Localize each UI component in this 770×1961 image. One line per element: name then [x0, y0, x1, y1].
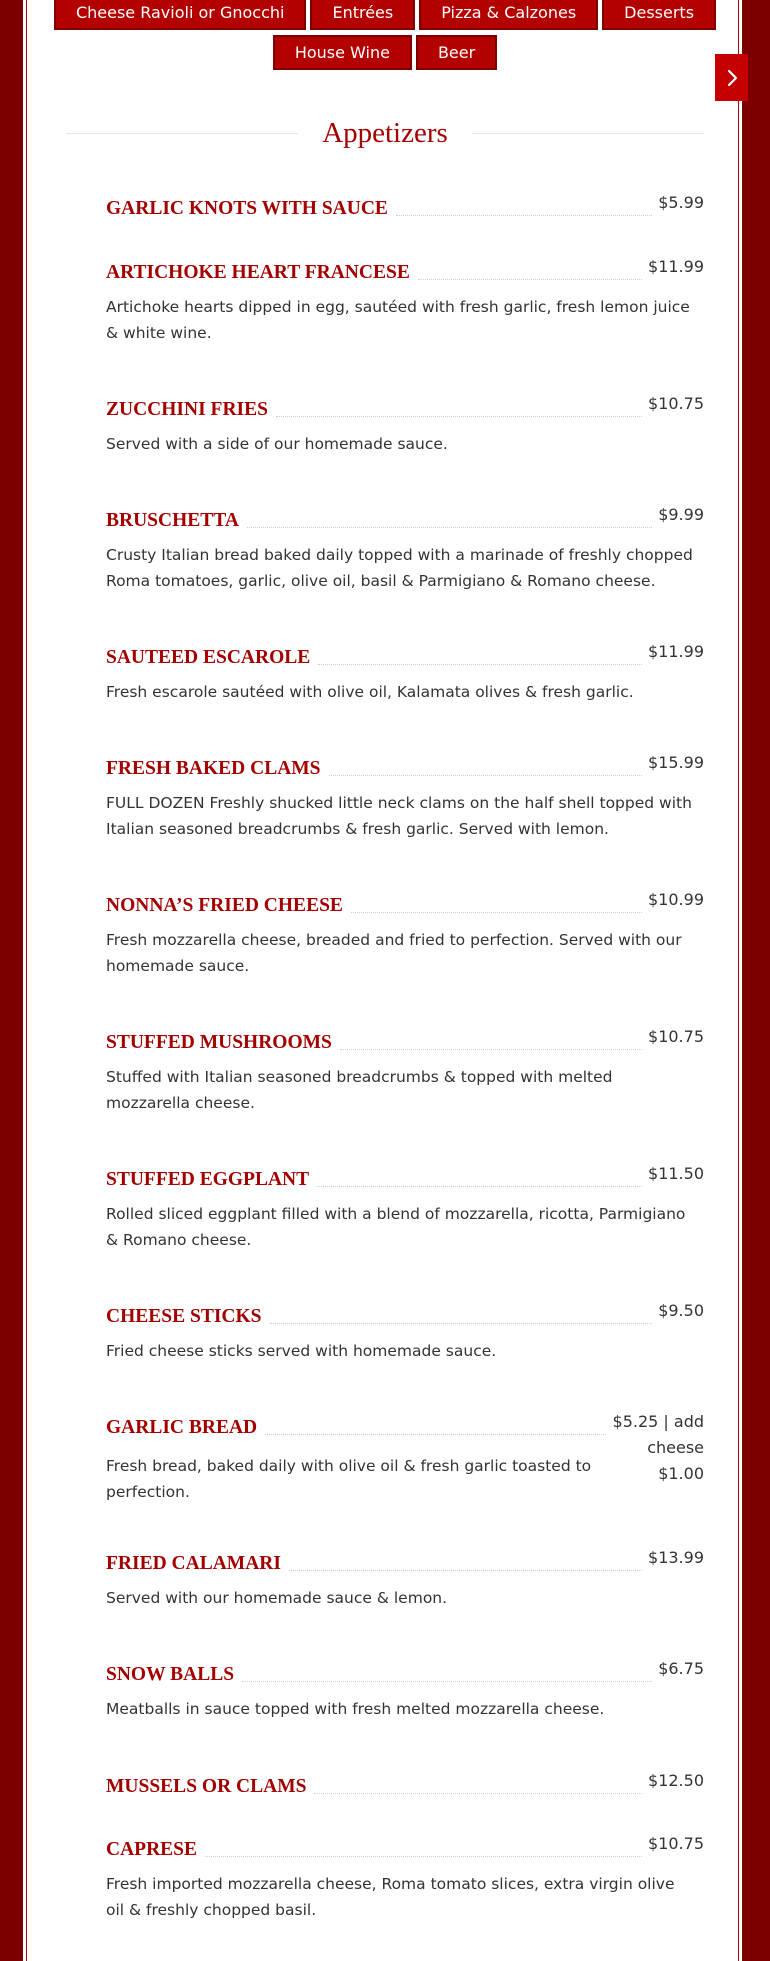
dotted-leader — [289, 1545, 642, 1571]
tab-cheese-ravioli-gnocchi[interactable]: Cheese Ravioli or Gnocchi — [54, 0, 306, 30]
dotted-leader — [242, 1656, 652, 1682]
dotted-leader — [247, 502, 652, 528]
item-description: Crusty Italian bread baked daily topped with a marinade of freshly chopped Roma tomatoes, garlic, olive oil, basil & Parmigiano & Romano cheese. — [106, 546, 693, 590]
menu-item — [106, 1161, 704, 1253]
tab-beer[interactable]: Beer — [416, 35, 497, 70]
menu-item — [106, 1409, 704, 1505]
item-description: Fresh mozzarella cheese, breaded and fried to perfection. Served with our homemade sauce. — [106, 931, 682, 975]
item-name: MUSSELS OR CLAMS — [106, 1776, 307, 1797]
tab-house-wine[interactable]: House Wine — [273, 35, 412, 70]
menu-item — [106, 254, 704, 346]
next-tabs-button[interactable] — [715, 54, 748, 101]
item-price: $12.50 — [648, 1771, 704, 1790]
section-header — [66, 108, 704, 158]
menu-item — [106, 639, 704, 706]
item-name: SNOW BALLS — [106, 1664, 235, 1685]
item-description: Served with a side of our homemade sauce. — [106, 435, 448, 453]
menu-item — [106, 1831, 704, 1923]
item-price: $9.99 — [658, 505, 704, 524]
menu-tabs-row-2 — [0, 35, 770, 70]
item-description: FULL DOZEN Freshly shucked little neck clams on the half shell topped with Italian seasoned breadcrumbs & fresh garlic. Served with lemon. — [106, 794, 692, 838]
dotted-leader — [265, 1409, 606, 1435]
item-description: Stuffed with Italian seasoned breadcrumbs & topped with melted mozzarella cheese. — [106, 1068, 613, 1112]
item-price: $5.99 — [658, 193, 704, 212]
section-rule-right — [472, 133, 704, 134]
item-name: BRUSCHETTA — [106, 510, 239, 531]
menu-item — [106, 1656, 704, 1723]
dotted-leader — [270, 1298, 653, 1324]
tab-desserts[interactable]: Desserts — [602, 0, 716, 30]
tab-entrees[interactable]: Entrées — [310, 0, 415, 30]
item-name: GARLIC BREAD — [106, 1417, 258, 1438]
item-price: $15.99 — [648, 753, 704, 772]
item-price: $10.75 — [648, 394, 704, 413]
item-price: $11.99 — [648, 642, 704, 661]
dotted-leader — [317, 1161, 642, 1187]
item-price: $10.99 — [648, 890, 704, 909]
item-description: Fresh imported mozzarella cheese, Roma tomato slices, extra virgin olive oil & freshly chopped basil. — [106, 1875, 675, 1919]
section-title: Appetizers — [322, 116, 448, 149]
dotted-leader — [351, 887, 642, 913]
menu-item — [106, 1024, 704, 1116]
item-price: $6.75 — [658, 1659, 704, 1678]
item-name: STUFFED EGGPLANT — [106, 1169, 310, 1190]
item-price: $11.50 — [648, 1164, 704, 1183]
item-price: $10.75 — [648, 1834, 704, 1853]
dotted-leader — [340, 1024, 642, 1050]
menu-item — [106, 1298, 704, 1365]
item-name: GARLIC KNOTS WITH SAUCE — [106, 198, 388, 219]
item-description: Fried cheese sticks served with homemade sauce. — [106, 1342, 497, 1360]
item-price: $13.99 — [648, 1548, 704, 1567]
dotted-leader — [314, 1768, 642, 1794]
tab-pizza-calzones[interactable]: Pizza & Calzones — [419, 0, 598, 30]
dotted-leader — [318, 639, 642, 665]
menu-item — [106, 750, 704, 842]
menu-item — [106, 1768, 704, 1800]
item-name: SAUTEED ESCAROLE — [106, 647, 311, 668]
item-description: Artichoke hearts dipped in egg, sautéed with fresh garlic, fresh lemon juice & white wine. — [106, 298, 690, 342]
dotted-leader — [418, 254, 642, 280]
dotted-leader — [396, 190, 652, 216]
dotted-leader — [205, 1831, 642, 1857]
item-price: $5.25 | add cheese $1.00 — [612, 1412, 704, 1483]
item-name: NONNA’S FRIED CHEESE — [106, 895, 343, 916]
chevron-right-icon — [725, 68, 739, 88]
item-description: Fresh bread, baked daily with olive oil & fresh garlic toasted to perfection. — [106, 1457, 592, 1501]
section-rule-left — [66, 133, 298, 134]
item-description: Fresh escarole sautéed with olive oil, Kalamata olives & fresh garlic. — [106, 683, 634, 701]
menu-item — [106, 887, 704, 979]
item-price: $9.50 — [658, 1301, 704, 1320]
item-name: CHEESE STICKS — [106, 1306, 262, 1327]
item-name: FRIED CALAMARI — [106, 1553, 281, 1574]
item-description: Served with our homemade sauce & lemon. — [106, 1589, 448, 1607]
menu-item — [106, 502, 704, 594]
menu-item — [106, 1545, 704, 1612]
item-name: STUFFED MUSHROOMS — [106, 1032, 332, 1053]
item-name: ARTICHOKE HEART FRANCESE — [106, 262, 410, 283]
menu-item — [106, 391, 704, 458]
item-description: Rolled sliced eggplant filled with a blend of mozzarella, ricotta, Parmigiano & Romano cheese. — [106, 1205, 686, 1249]
dotted-leader — [329, 750, 642, 776]
item-description: Meatballs in sauce topped with fresh melted mozzarella cheese. — [106, 1700, 605, 1718]
item-price: $10.75 — [648, 1027, 704, 1046]
dotted-leader — [276, 391, 642, 417]
menu-tabs-row-1 — [0, 0, 770, 30]
item-name: FRESH BAKED CLAMS — [106, 758, 321, 779]
item-price: $11.99 — [648, 257, 704, 276]
menu-item — [106, 190, 704, 222]
item-name: ZUCCHINI FRIES — [106, 399, 268, 420]
item-name: CAPRESE — [106, 1839, 198, 1860]
